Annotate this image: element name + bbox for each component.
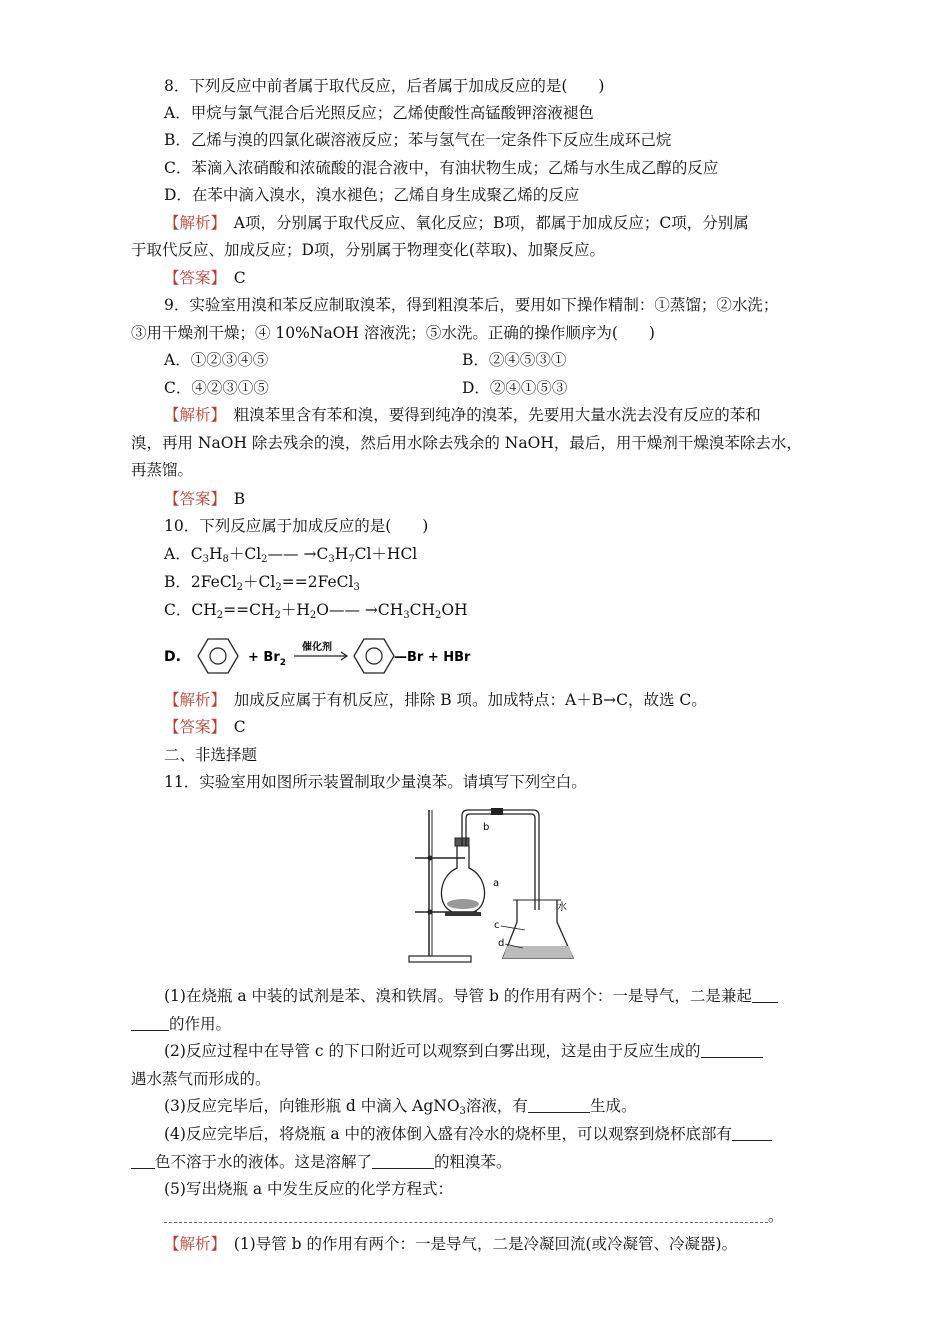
product-formula: —Br + HBr [394, 650, 471, 665]
analysis-text: (1)导管 b 的作用有两个：一是导气，二是冷凝回流(或冷凝管、冷凝器)。 [218, 1235, 738, 1253]
q11-part5-line: (5)写出烧瓶 a 中发生反应的化学方程式： [164, 1180, 454, 1198]
q11-part4-line1: (4)反应完毕后，将烧瓶 a 中的液体倒入盛有冷水的烧杯里，可以观察到烧杯底部有 [164, 1123, 772, 1145]
answer-tag: 【答案】 [164, 490, 219, 508]
q9-answer-line [164, 488, 245, 510]
q11-part4-line2: 色不溶于水的液体。这是溶解了 的粗溴苯。 [131, 1151, 512, 1173]
q9-stem-1: 9．实验室用溴和苯反应制取溴苯，得到粗溴苯后，要用如下操作精制：①蒸馏；②水洗； [164, 296, 779, 314]
answer-blank[interactable] [701, 1043, 763, 1058]
q11-part2-line1: (2)反应过程中在导管 c 的下口附近可以观察到白雾出现，这是由于反应生成的 [164, 1040, 763, 1062]
section-heading: 二、非选择题 [164, 746, 258, 764]
benzene-ring-icon [198, 639, 238, 673]
label-b: b [483, 822, 490, 833]
q9-option-c: C．④②③①⑤ [164, 379, 269, 397]
q10-option-a: A．$C_3H_8+Cl_2—— \to C_3H_7Cl+HCl$ [164, 545, 418, 565]
answer-text: B [218, 490, 246, 508]
q11-part3-line: (3)反应完毕后，向锥形瓶 d 中滴入 AgNO$_3$溶液，有 生成。 [164, 1097, 637, 1117]
q8-stem: 8．下列反应中前者属于取代反应，后者属于加成反应的是( ) [164, 77, 605, 95]
q8-option-c: C．苯滴入浓硝酸和浓硫酸的混合液中，有油状物生成；乙烯与水生成乙醇的反应 [164, 159, 719, 177]
answer-tag: 【答案】 [164, 718, 219, 736]
q10-option-c: C．$CH_2==CH_2+H_2O—— \to CH_3CH_2OH$ [164, 601, 468, 621]
analysis-tag: 【解析】 [164, 1235, 219, 1253]
q8-option-b: B．乙烯与溴的四氯化碳溶液反应；苯与氢气在一定条件下反应生成环己烷 [164, 131, 672, 149]
q9-option-d: D．②④①⑤③ [462, 379, 568, 397]
answer-blank[interactable] [372, 1154, 434, 1169]
analysis-tag: 【解析】 [164, 406, 219, 424]
answer-blank[interactable] [732, 1126, 772, 1141]
q10-option-d-equation [160, 628, 471, 684]
q10-stem: 10．下列反应属于加成反应的是( ) [164, 517, 429, 535]
answer-blank[interactable] [164, 1208, 768, 1223]
bromine-reagent: + $Br_2$ [248, 650, 287, 668]
q10-option-b: B．$2FeCl_2+Cl_2==2FeCl_3$ [164, 573, 360, 593]
q9-option-b: B．②④⑤③① [462, 351, 567, 369]
q8-analysis-line-2: 于取代反应、加成反应；D项，分别属于物理变化(萃取)、加聚反应。 [131, 241, 606, 259]
q9-stem-2: ③用干燥剂干燥；④ 10%NaOH 溶液洗；⑤水洗。正确的操作顺序为( ) [131, 324, 655, 342]
option-d-label: D. [164, 649, 181, 665]
q8-option-d: D．在苯中滴入溴水，溴水褪色；乙烯自身生成聚乙烯的反应 [164, 186, 580, 204]
bromobenzene-apparatus-diagram [405, 800, 580, 968]
label-a: a [493, 878, 500, 889]
answer-text: C [218, 718, 246, 736]
analysis-tag: 【解析】 [164, 691, 219, 709]
label-c: c [494, 920, 500, 931]
q9-option-a: A．①②③④⑤ [164, 351, 269, 369]
q9-analysis-line-3: 再蒸馏。 [131, 461, 194, 479]
q10-analysis-line [164, 689, 707, 711]
answer-blank[interactable] [752, 988, 778, 1003]
q11-analysis-line [164, 1233, 737, 1255]
answer-text: C [218, 269, 246, 287]
catalyst-label: 催化剂 [302, 642, 332, 653]
q8-answer-line [164, 267, 246, 289]
q11-stem: 11．实验室用如图所示装置制取少量溴苯。请填写下列空白。 [164, 773, 587, 791]
q9-analysis-line-2: 溴，再用 NaOH 除去残余的溴，然后用水除去残余的 NaOH，最后，用干燥剂干燥溴苯除去水， [131, 434, 802, 452]
analysis-text: 粗溴苯里含有苯和溴，要得到纯净的溴苯，先要用大量水洗去没有反应的苯和 [218, 406, 761, 424]
q11-part2-line2: 遇水蒸气而形成的。 [131, 1070, 271, 1088]
label-d: d [498, 938, 505, 949]
benzene-ring-product-icon [354, 639, 394, 673]
q8-analysis-line [164, 212, 749, 234]
q11-part5-answer-line: 。 [164, 1205, 784, 1227]
analysis-text: 加成反应属于有机反应，排除 B 项。加成特点：A＋B→C，故选 C。 [218, 691, 707, 709]
answer-blank[interactable] [528, 1098, 590, 1113]
iron-stand-icon [409, 810, 477, 962]
label-water: 水 [557, 902, 567, 913]
q9-analysis-line [164, 404, 761, 426]
answer-tag: 【答案】 [164, 269, 219, 287]
round-bottom-flask-icon [441, 838, 484, 916]
analysis-tag: 【解析】 [164, 214, 219, 232]
q11-part1-line2: 的作用。 [131, 1013, 231, 1035]
q11-part1-line1: (1)在烧瓶 a 中装的试剂是苯、溴和铁屑。导管 b 的作用有两个：一是导气，二是兼起 [164, 985, 778, 1007]
q10-answer-line [164, 716, 246, 738]
answer-blank[interactable] [131, 1016, 169, 1031]
answer-blank[interactable] [131, 1154, 155, 1169]
q8-option-a: A．甲烷与氯气混合后光照反应；乙烯使酸性高锰酸钾溶液褪色 [164, 104, 594, 122]
analysis-text: A项，分别属于取代反应、氧化反应；B项，都属于加成反应；C项，分别属 [218, 214, 749, 232]
condenser-tube-b-icon [462, 808, 539, 910]
reaction-arrow-icon [294, 652, 347, 660]
